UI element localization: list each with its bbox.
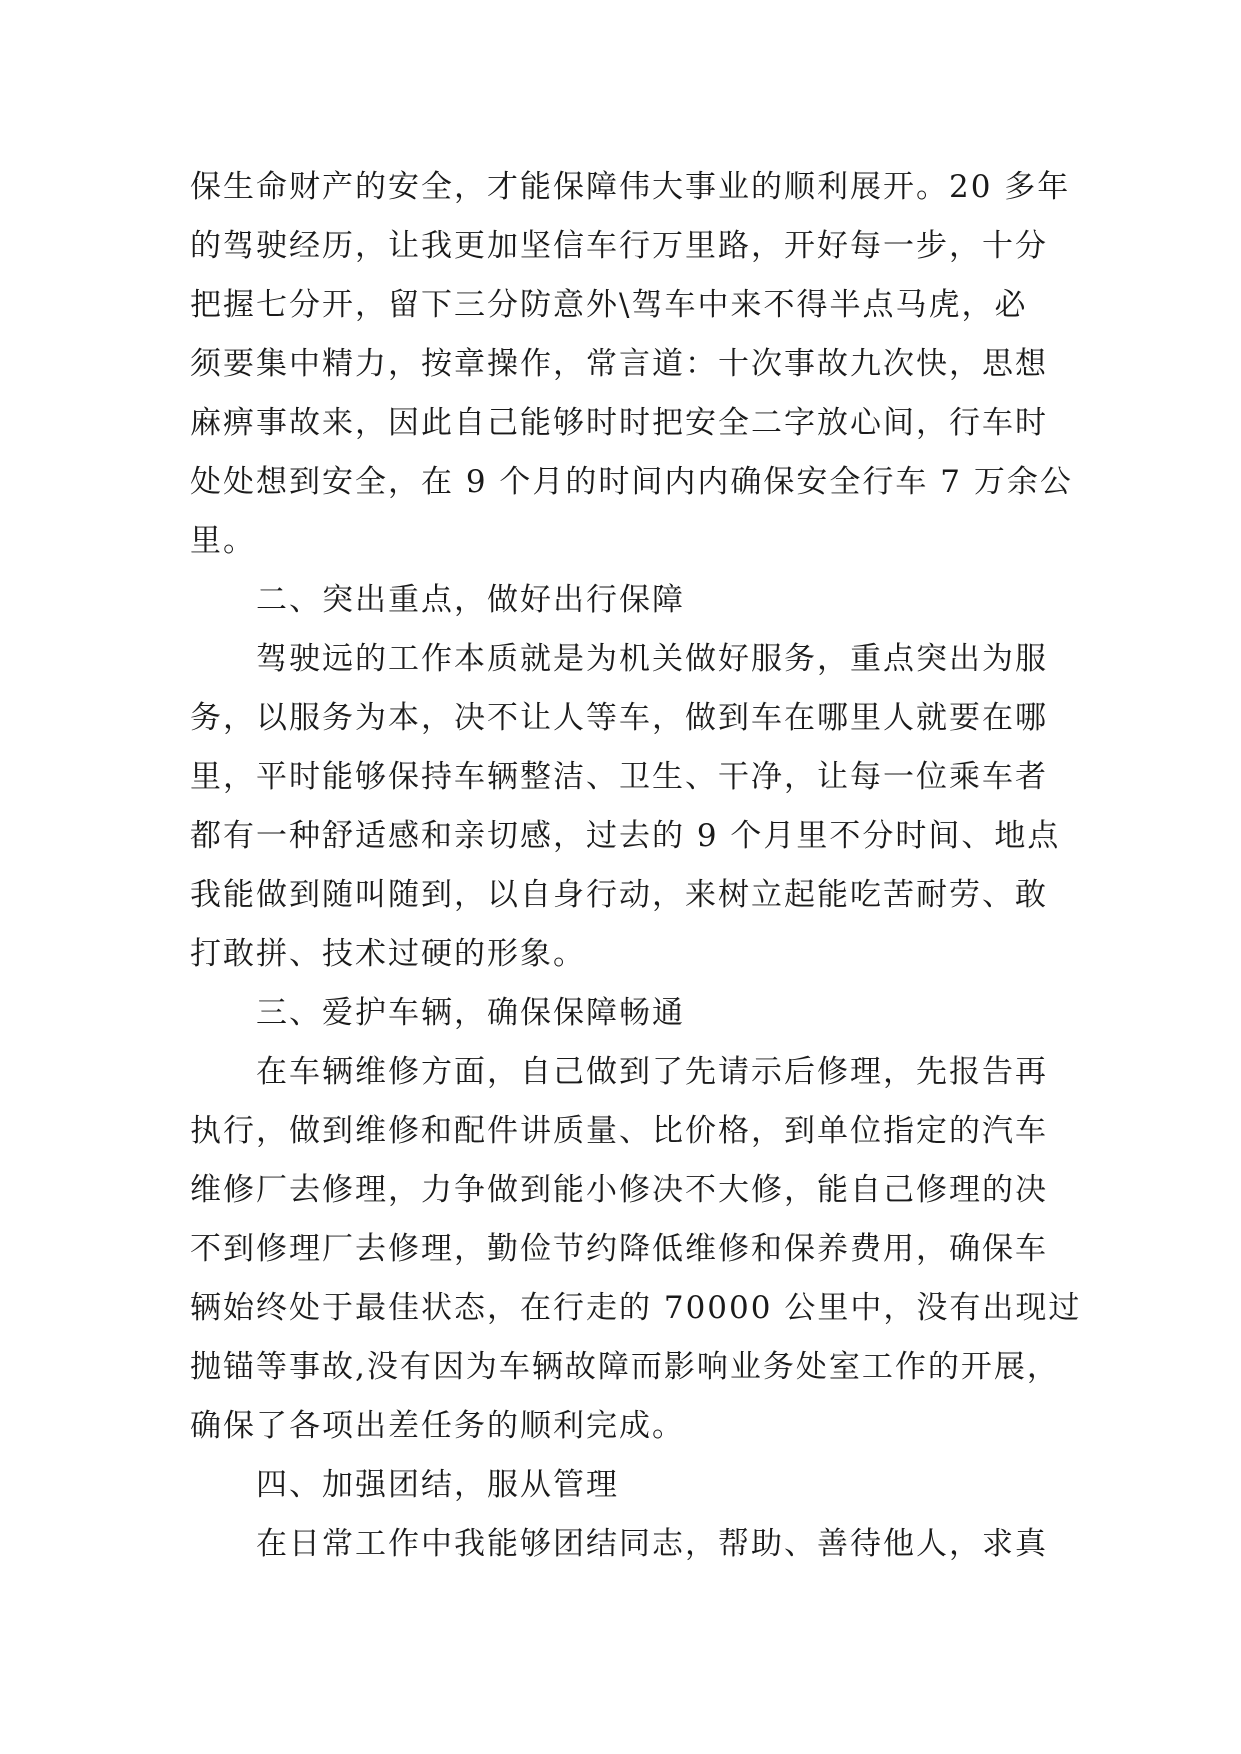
paragraph-line: 麻痹事故来，因此自己能够时时把安全二字放心间，行车时 (190, 405, 1048, 441)
paragraph-line: 我能做到随叫随到，以自身行动，来树立起能吃苦耐劳、敢 (190, 877, 1048, 913)
paragraph-line: 里，平时能够保持车辆整洁、卫生、干净，让每一位乘车者 (190, 759, 1048, 795)
section-heading: 四、加强团结，服从管理 (256, 1467, 619, 1503)
paragraph-line: 维修厂去修理，力争做到能小修决不大修，能自己修理的决 (190, 1172, 1048, 1208)
paragraph-line: 保生命财产的安全，才能保障伟大事业的顺利展开。20 多年 (190, 169, 1071, 205)
paragraph-line: 把握七分开，留下三分防意外\驾车中来不得半点马虎，必 (190, 287, 1028, 323)
paragraph-line: 不到修理厂去修理，勤俭节约降低维修和保养费用，确保车 (190, 1231, 1048, 1267)
paragraph-line: 在车辆维修方面，自己做到了先请示后修理，先报告再 (256, 1054, 1048, 1090)
paragraph-line: 的驾驶经历，让我更加坚信车行万里路，开好每一步，十分 (190, 228, 1048, 264)
section-heading: 三、爱护车辆，确保保障畅通 (256, 995, 685, 1031)
paragraph-line: 务，以服务为本，决不让人等车，做到车在哪里人就要在哪 (190, 700, 1048, 736)
paragraph-line: 都有一种舒适感和亲切感，过去的 9 个月里不分时间、地点 (190, 818, 1061, 854)
paragraph-line: 在日常工作中我能够团结同志，帮助、善待他人，求真 (256, 1526, 1048, 1562)
paragraph-line: 打敢拼、技术过硬的形象。 (190, 936, 586, 972)
paragraph-line: 确保了各项出差任务的顺利完成。 (190, 1408, 685, 1444)
paragraph-line: 处处想到安全，在 9 个月的时间内内确保安全行车 7 万余公 (190, 464, 1073, 500)
paragraph-line: 执行，做到维修和配件讲质量、比价格，到单位指定的汽车 (190, 1113, 1048, 1149)
paragraph-line: 须要集中精力，按章操作，常言道：十次事故九次快，思想 (190, 346, 1048, 382)
section-heading: 二、突出重点，做好出行保障 (256, 582, 685, 618)
paragraph-line: 驾驶远的工作本质就是为机关做好服务，重点突出为服 (256, 641, 1048, 677)
paragraph-line: 里。 (190, 523, 256, 559)
paragraph-line: 抛锚等事故,没有因为车辆故障而影响业务处室工作的开展， (190, 1349, 1060, 1385)
paragraph-line: 辆始终处于最佳状态，在行走的 70000 公里中，没有出现过 (190, 1290, 1082, 1326)
document-body (190, 158, 1082, 1574)
